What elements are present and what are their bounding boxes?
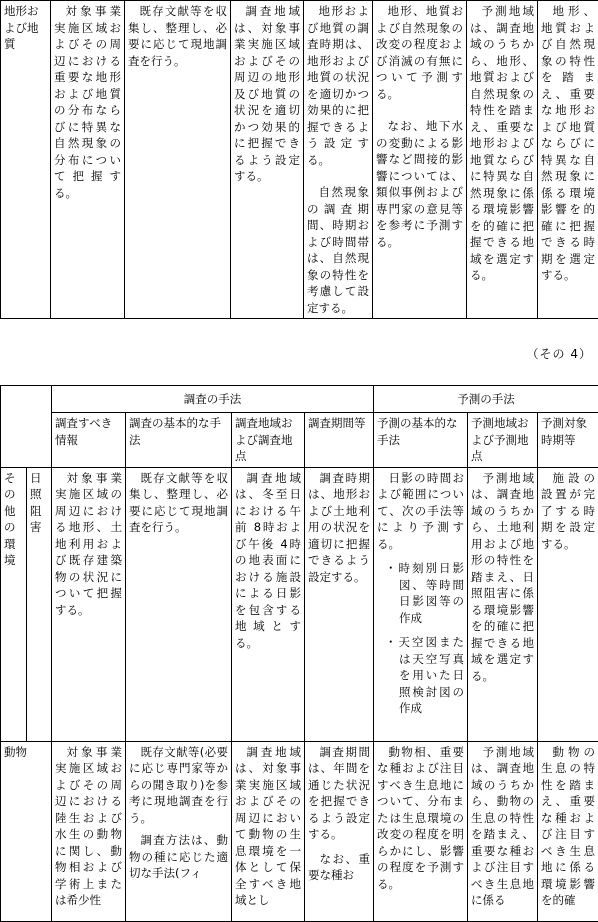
survey-method-cell (126, 741, 232, 921)
item-cell: 地形および地質 (1, 1, 51, 319)
survey-period-cell: 調査時期は、地形および土地利用の状況を適切に把握できるよう設定する。 (305, 467, 374, 741)
column-header: 調査期間等 (305, 413, 374, 468)
table-row (1, 467, 598, 741)
header-row (1, 413, 598, 468)
corner-cell (1, 386, 52, 468)
prediction-area-cell: 予測地域は、調査地域のうちから、動物の生息の特性を踏まえ、重要な種および注目すべき生息地に係る (468, 741, 538, 921)
survey-area-cell: 調査地域は、対象事業実施区域およびその周辺の地形及び地質の状況を適切かつ効果的に把握できるよう設定する。 (231, 1, 304, 319)
survey-info-cell: 対象事業実施区域およびその周辺における陸生および水生の動物に関し、動物相および学術上または希少性 (52, 741, 126, 921)
prediction-method-text: なお、地下水の変動による影響など間接的影響については、類似事例および専門家の意見等を参考に予測する。 (376, 118, 463, 250)
survey-method-cell: 既存文献等を収集し、整理し、必要に応じて現地調査を行う。 (125, 1, 231, 319)
prediction-period-cell: 施設の設置が完了する時期を設定する。 (538, 467, 598, 741)
prediction-method-cell: 動物相、重要な種および注目すべき生息地について、分布または生息環境の改変の程度を明らかにし、影響の程度を予測する。 (374, 741, 468, 921)
header-row (1, 386, 598, 413)
column-header: 調査地域および調査地点 (232, 413, 305, 468)
column-header: 予測地域および予測地点 (468, 413, 538, 468)
survey-period-text: 自然現象の調査期間、時期および時間帯は、自然現象の特性を考慮して設定する。 (307, 184, 369, 316)
survey-method-text: 既存文献等(必要に応じ専門家等からの聞き取り)を参考に現地調査を行う。 (129, 744, 228, 827)
column-header: 予測の基本的な手法 (374, 413, 468, 468)
survey-area-cell: 調査地域は、対象事業実施区域およびその周辺において動物の生息環境を一体として保全すべき地域とし (232, 741, 305, 921)
survey-info-cell: 対象事業実施区域およびその周辺における重要な地形および地質の分布ならびに特異な自然現象の分布について把握する。 (51, 1, 125, 319)
survey-method-cell: 既存文献等を収集し、整理し、必要に応じて現地調査を行う。 (126, 467, 232, 741)
survey-period-text: 地形および地質の調査時期は、地形および地質の状況を適切かつ効果的に把握できるよう設定する。 (307, 3, 369, 168)
column-header: 調査すべき情報 (52, 413, 126, 468)
prediction-method-cell (374, 467, 468, 741)
survey-period-cell (305, 741, 374, 921)
table-row (1, 1, 598, 319)
survey-info-cell: 対象事業実施区域の周辺における地形、土地利用および既存建築物の状況について把握する。 (52, 467, 126, 741)
survey-period-text: 調査期間は、年間を通じた状況を把握できるよう設定する。 (308, 744, 370, 843)
prediction-method-text: 日影の時間および範囲について、次の手法等により予測する。 (377, 470, 464, 553)
survey-period-text: なお、重要な種お (308, 851, 370, 884)
prediction-area-cell: 予測地域は、調査地域のうちから、土地利用および地形の特性を踏まえ、日照阻害に係る環境影響を的確に把握できる地域を選定する。 (468, 467, 538, 741)
item-cell: 日照阻害 (27, 467, 52, 741)
survey-method-text: 調査方法は、動物の種に応じた適切な手法(フィ (129, 832, 228, 882)
survey-area-cell: 調査地域は、冬至日における午前 8時および午後 4時の地表面における施設による日影を包含する地域とする。 (232, 467, 305, 741)
category-cell: その他の環境 (1, 467, 27, 741)
survey-period-cell (304, 1, 373, 319)
prediction-bullet: ・天空図または天空写真を用いた日照検討図の作成 (377, 634, 464, 717)
prediction-methods-header: 予測の手法 (374, 386, 598, 413)
prediction-area-cell: 予測地域は、調査地域のうちから、地形、地質および自然現象の特性を踏まえ、重要な地形および地質ならびに特異な自然現象に係る環境影響を的確に把握できる地域を選定する。 (467, 1, 538, 319)
prediction-method-text: 地形、地質および自然現象の改変の程度および消滅の有無について予測する。 (376, 3, 463, 102)
item-cell: 動物 (1, 741, 52, 921)
column-header: 予測対象時期等 (538, 413, 598, 468)
prediction-bullet: ・時刻別日影図、等時間日影図等の作成 (377, 560, 464, 626)
top-continuation-table (0, 0, 598, 319)
prediction-period-cell: 動物の生息の特性を踏まえ、重要な種および注目すべき生息地に係る環境影響を的確 (538, 741, 598, 921)
prediction-period-cell: 地形、地質および自然現象の特性を踏まえ、重要な地形および地質ならびに特異な自然現象に係る環境影響を的確に把握できる時期を選定する。 (538, 1, 598, 319)
page-number: （その 4） (527, 346, 592, 363)
prediction-method-cell (373, 1, 467, 319)
column-header: 調査の基本的な手法 (126, 413, 232, 468)
table-row (1, 741, 598, 921)
survey-methods-header: 調査の手法 (52, 386, 374, 413)
assessment-methods-table (0, 385, 598, 922)
